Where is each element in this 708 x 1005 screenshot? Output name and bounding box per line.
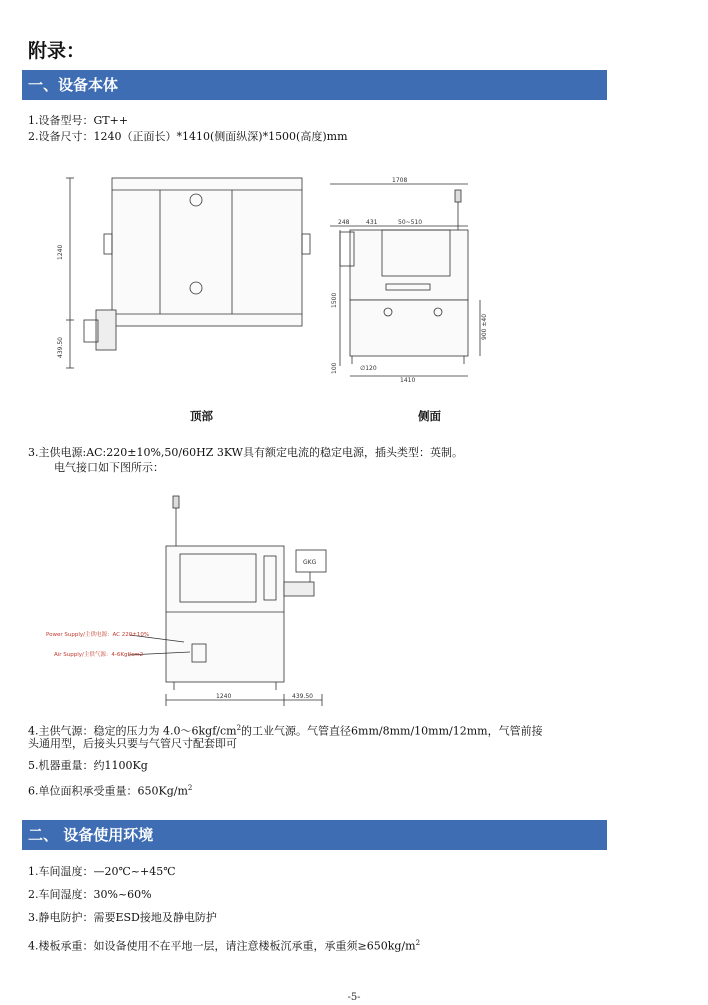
dim-1240-front: 1240 xyxy=(216,693,232,700)
dim-248: 248 xyxy=(338,219,350,226)
page-number: -5- xyxy=(347,992,361,1003)
dim-1500: 1500 xyxy=(331,292,338,308)
humidity-line: 2.车间湿度：30%~60% xyxy=(28,888,152,901)
load-line: 6.单位面积承受重量：$650Kg/m^2$ xyxy=(28,784,193,798)
size-line: 2.设备尺寸：1240（正面长）*1410(侧面纵深)*1500(高度)mm xyxy=(28,130,348,143)
temperature-line: 1.车间温度：—20℃~+45℃ xyxy=(28,865,176,878)
caption-side-view: 侧面 xyxy=(418,409,441,423)
section-header-equipment: 一、设备本体 xyxy=(22,70,607,100)
model-line: 1.设备型号：GT++ xyxy=(28,114,129,127)
dimension-drawing xyxy=(40,170,510,385)
dim-431: 431 xyxy=(366,219,378,226)
dim-100: 100 xyxy=(331,362,338,374)
dim-900: 900 ±40 xyxy=(481,313,488,340)
appendix-title: 附录： xyxy=(28,40,86,62)
dim-439: 439.50 xyxy=(57,337,64,358)
esd-line: 3.静电防护：需要ESD接地及静电防护 xyxy=(28,911,217,924)
dim-50-510: 50~510 xyxy=(398,219,423,226)
dim-1240: 1240 xyxy=(57,244,64,260)
screen-logo: GKG xyxy=(303,559,317,566)
air-supply-label: Air Supply/主供气源：4-6Kgf/cm2 xyxy=(54,652,144,658)
dim-439-front: 439.50 xyxy=(292,693,313,700)
section-header-environment: 二、 设备使用环境 xyxy=(22,820,607,850)
dim-1410: 1410 xyxy=(400,377,416,384)
air-connector-line: 头通用型，后接头只要与气管尺寸配套即可 xyxy=(28,737,237,750)
weight-line: 5.机器重量：约1100Kg xyxy=(28,759,148,772)
power-supply-label: Power Supply/主供电源：AC 220±10% xyxy=(46,632,150,638)
dim-1708: 1708 xyxy=(392,177,408,184)
electrical-interface-drawing xyxy=(40,494,360,712)
electrical-interface-line: 电气接口如下图所示： xyxy=(54,461,164,474)
caption-top-view: 顶部 xyxy=(190,409,213,423)
floor-load-line: 4.楼板承重：如设备使用不在平地一层，请注意楼板沉承重，承重须$\ge 650kg/m^2$ xyxy=(28,939,421,953)
power-line: 3.主供电源:AC:220±10%,50/60HZ 3KW具有额定电流的稳定电源，插头类型：英制。 xyxy=(28,446,463,459)
dim-120: ∅120 xyxy=(360,365,377,372)
air-supply-line: 4.主供气源：稳定的压力为 $4.0\sim 6kgf/cm^2$的工业气源。气管直径6mm/8mm/10mm/12mm，气管前接 xyxy=(28,724,543,738)
